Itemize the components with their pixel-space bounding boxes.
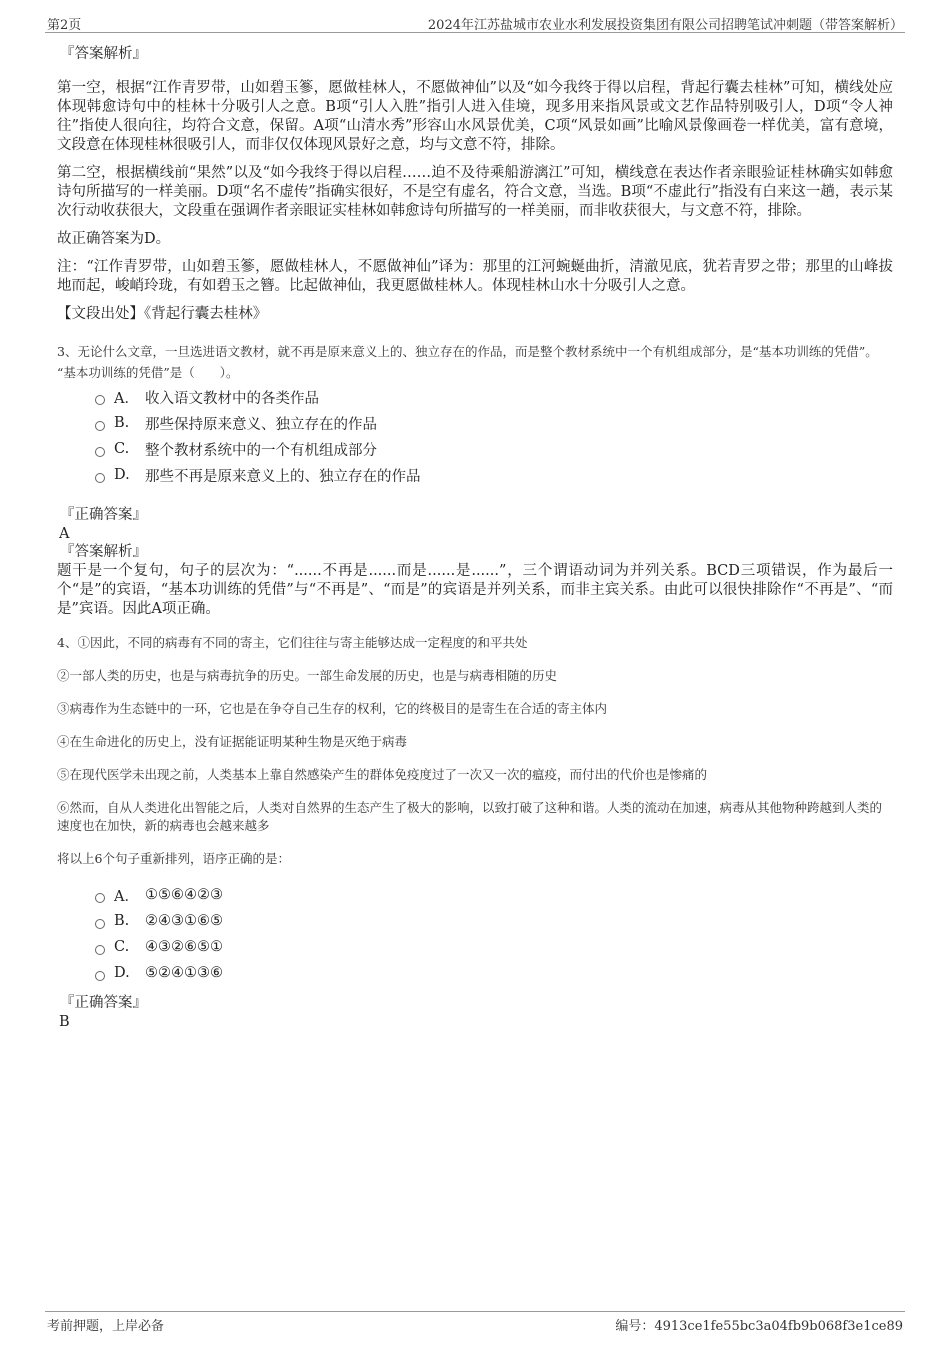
option-text: 整个教材系统中的一个有机组成部分 bbox=[145, 442, 377, 459]
option-text: ④③②⑥⑤① bbox=[145, 939, 223, 955]
analysis-label: 『答案解析』 bbox=[60, 544, 147, 560]
analysis-paragraph-2: 第二空，根据横线前“果然”以及“如今我终于得以启程……迫不及待乘船游漓江”可知，横线意在表达作者亲眼验证桂林确实如韩愈诗句所描写的一样美丽。D项“名不虚传”指确实很好，不是空有虚名，符合文意，当选。B项“不虚此行”指没有白来这一趟，表示某次行动收获很大，文段重在强调作者亲眼证实桂林如韩愈诗句所描写的一样美丽，而非收获很大，与文意不符，排除。 bbox=[57, 165, 893, 219]
option-text: 收入语文教材中的各类作品 bbox=[145, 390, 319, 407]
radio-icon[interactable] bbox=[95, 945, 105, 955]
correct-answer-value: B bbox=[59, 1014, 70, 1030]
question-3-analysis: 题干是一个复句，句子的层次为：“......不再是......而是......是......”，三个谓语动词为并列关系。BCD三项错误，作为最后一个“是”的宾语，“基本功训练的凭借”与“不再是”、“而是”的宾语是并列关系，而非主宾关系。由此可以很快排除作“不再是”、“而是”宾语。因此A项正确。 bbox=[57, 563, 893, 617]
question-3-prompt: “基本功训练的凭借”是（ ）。 bbox=[57, 365, 239, 380]
radio-icon[interactable] bbox=[95, 395, 105, 405]
question-4-option-b[interactable] bbox=[95, 908, 893, 934]
document-body bbox=[57, 45, 893, 1031]
radio-icon[interactable] bbox=[95, 447, 105, 457]
page-number: 第2页 bbox=[47, 18, 82, 33]
option-text: 那些不再是原来意义上的、独立存在的作品 bbox=[145, 468, 421, 485]
option-text: ①⑤⑥④②③ bbox=[145, 887, 223, 903]
question-4-sentence-1: 4、①因此，不同的病毒有不同的寄主，它们往往与寄主能够达成一定程度的和平共处 bbox=[57, 635, 528, 650]
question-3-text: 3、无论什么文章，一旦选进语文教材，就不再是原来意义上的、独立存在的作品，而是整个教材系统中一个有机组成部分，是“基本功训练的凭借”。 bbox=[57, 344, 878, 359]
radio-icon[interactable] bbox=[95, 473, 105, 483]
document-id: 编号：4913ce1fe55bc3a04fb9b068f3e1ce89 bbox=[615, 1319, 903, 1334]
document-title: 2024年江苏盐城市农业水利发展投资集团有限公司招聘笔试冲刺题（带答案解析） bbox=[427, 18, 903, 33]
question-4-sentence-5: ⑤在现代医学未出现之前，人类基本上靠自然感染产生的群体免疫度过了一次又一次的瘟疫，而付出的代价也是惨痛的 bbox=[57, 767, 708, 782]
option-letter: B. bbox=[114, 415, 130, 431]
radio-icon[interactable] bbox=[95, 893, 105, 903]
page-header bbox=[45, 14, 905, 33]
question-3-option-c[interactable] bbox=[95, 436, 893, 462]
correct-answer-value: A bbox=[59, 526, 70, 542]
question-4-sentence-4: ④在生命进化的历史上，没有证据能证明某种生物是灭绝于病毒 bbox=[57, 734, 408, 749]
correct-answer-label: 『正确答案』 bbox=[60, 995, 147, 1011]
question-4-options bbox=[95, 882, 893, 986]
page-footer bbox=[45, 1311, 905, 1335]
question-4-sentence-3: ③病毒作为生态链中的一环，它也是在争夺自己生存的权利，它的终极目的是寄生在合适的寄主体内 bbox=[57, 701, 608, 716]
analysis-conclusion: 故正确答案为D。 bbox=[57, 231, 171, 247]
question-4-sentence-2: ②一部人类的历史，也是与病毒抗争的历史。一部生命发展的历史，也是与病毒相随的历史 bbox=[57, 668, 558, 683]
analysis-paragraph-1: 第一空，根据“江作青罗带，山如碧玉篸，愿做桂林人，不愿做神仙”以及“如今我终于得以启程，背起行囊去桂林”可知，横线处应体现韩愈诗句中的桂林十分吸引人之意。B项“引人入胜”指引人进入佳境，现多用来指风景或文艺作品特别吸引人，D项“令人神往”指使人很向往，均符合文意，保留。A项“山清水秀”形容山水风景优美，C项“风景如画”比喻风景像画卷一样优美，富有意境，文段意在体现桂林很吸引人，而非仅仅体现风景好之意，均与文意不符，排除。 bbox=[57, 80, 893, 153]
option-letter: A． bbox=[114, 888, 139, 905]
question-3-options bbox=[95, 384, 893, 488]
question-4-prompt: 将以上6个句子重新排列，语序正确的是： bbox=[57, 851, 290, 866]
question-4-option-c[interactable] bbox=[95, 934, 893, 960]
footer-slogan: 考前押题，上岸必备 bbox=[47, 1319, 165, 1334]
option-letter: C. bbox=[114, 441, 130, 457]
question-4-option-a[interactable] bbox=[95, 882, 893, 908]
option-letter: A． bbox=[114, 390, 139, 407]
question-3-option-b[interactable] bbox=[95, 410, 893, 436]
radio-icon[interactable] bbox=[95, 919, 105, 929]
option-text: ②④③①⑥⑤ bbox=[145, 913, 223, 929]
option-text: 那些保持原来意义、独立存在的作品 bbox=[145, 416, 377, 433]
analysis-label: 『答案解析』 bbox=[60, 46, 147, 62]
question-3-option-d[interactable] bbox=[95, 462, 893, 488]
correct-answer-label: 『正确答案』 bbox=[60, 507, 147, 523]
option-letter: C. bbox=[114, 939, 130, 955]
option-letter: D. bbox=[114, 965, 130, 981]
question-4-sentence-6: ⑥然而，自从人类进化出智能之后，人类对自然界的生态产生了极大的影响，以致打破了这种和谐。人类的流动在加速，病毒从其他物种跨越到人类的速度也在加快，新的病毒也会越来越多 bbox=[57, 800, 883, 833]
option-text: ⑤②④①③⑥ bbox=[145, 965, 223, 981]
radio-icon[interactable] bbox=[95, 421, 105, 431]
question-3-option-a[interactable] bbox=[95, 384, 893, 410]
question-4-option-d[interactable] bbox=[95, 960, 893, 986]
option-letter: B. bbox=[114, 913, 130, 929]
analysis-note: 注：“江作青罗带，山如碧玉篸，愿做桂林人，不愿做神仙”译为：那里的江河蜿蜒曲折，清澈见底，犹若青罗之带；那里的山峰拔地而起，峻峭玲珑，有如碧玉之簪。比起做神仙，我更愿做桂林人。体现桂林山水十分吸引人之意。 bbox=[57, 259, 893, 294]
radio-icon[interactable] bbox=[95, 971, 105, 981]
source-note: 【文段出处】《背起行囊去桂林》 bbox=[57, 306, 268, 322]
option-letter: D. bbox=[114, 467, 130, 483]
